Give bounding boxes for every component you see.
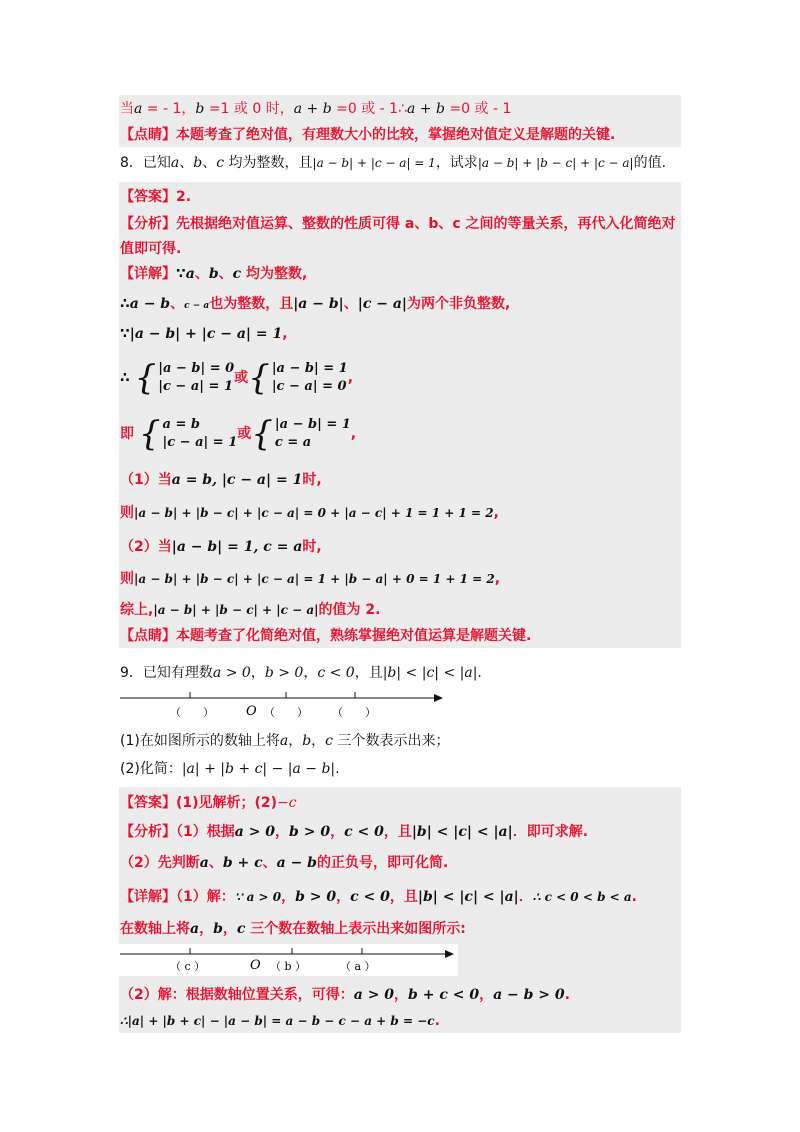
math: b > 0 <box>295 889 337 905</box>
q8-detail-10 <box>120 597 380 623</box>
text: 均为整数, <box>241 266 308 282</box>
math: a + b <box>293 101 332 117</box>
math: a + b <box>407 101 445 117</box>
q8-detail-2 <box>120 291 510 317</box>
math: c <box>236 921 246 937</box>
text: (2)化简： <box>120 761 182 777</box>
text: =0 或 - 1 <box>444 101 512 117</box>
text: （2）解：根据数轴位置关系，可得： <box>120 987 354 1003</box>
math: |a − b| + |b − c| + |c − a| <box>153 603 319 617</box>
brace: { <box>248 358 270 398</box>
text: （1）根据 <box>176 824 235 840</box>
math: |a − b| = 1 <box>271 361 348 376</box>
math-symbol: ∵ <box>120 326 130 342</box>
math: b <box>208 266 219 282</box>
text: ， <box>199 921 214 937</box>
origin-label: O <box>250 958 261 973</box>
text: = - 1， <box>142 101 196 117</box>
math: a <box>279 733 289 749</box>
note-tag: 【点睛】 <box>120 127 176 143</box>
text: ， <box>250 665 265 681</box>
text: . <box>631 889 637 905</box>
text: ， <box>479 987 494 1003</box>
answer-tag: 【答案】 <box>120 189 176 205</box>
math: c <box>216 155 225 171</box>
q8-analysis-2 <box>120 236 181 262</box>
q9-detail-2 <box>120 916 466 942</box>
q9-answer <box>120 790 297 816</box>
math: |a − b| + |b − c| + |c − a| = 1 + |b − a| + 0 = 1 + 1 = 2 <box>134 572 495 586</box>
text: 时, <box>302 472 322 488</box>
detail-tag: 【详解】 <box>120 889 176 905</box>
math: b > 0 <box>289 824 331 840</box>
q8-detail-4 <box>120 358 353 398</box>
system-lines <box>163 416 238 452</box>
math: b + c <box>222 855 263 871</box>
math: b <box>213 921 223 937</box>
math: b <box>195 101 205 117</box>
q8-answer <box>120 184 191 210</box>
point-label-c: （ c ） <box>170 960 206 973</box>
text: ．即可求解. <box>512 824 589 840</box>
text: ， <box>394 987 409 1003</box>
math: |a − b| = 1, c = a <box>171 539 303 555</box>
math: a <box>170 155 180 171</box>
math: −c <box>277 795 297 811</box>
text: （1）解： <box>176 889 235 905</box>
q9-analysis-1 <box>120 819 588 845</box>
q8-analysis-1 <box>120 211 676 237</box>
text: 也为整数，且 <box>209 296 294 312</box>
q8-detail-3 <box>120 321 288 347</box>
math: c <box>232 266 242 282</box>
text: ， <box>288 733 303 749</box>
text: ， <box>303 665 318 681</box>
math: |c − a| = 1 <box>162 435 238 450</box>
math: a <box>190 921 200 937</box>
text: 综上, <box>120 602 154 618</box>
point-label-a: （ a ） <box>340 960 376 973</box>
slot-label: （ ） <box>332 706 376 719</box>
arrow-icon <box>434 694 443 702</box>
math: |a − b| <box>293 296 344 312</box>
text: . <box>477 665 482 681</box>
slot-label: （ ） <box>264 706 308 719</box>
text: 则 <box>120 505 134 521</box>
math: |a| + |b + c| − |a − b| <box>181 761 336 777</box>
text: 的值为 2. <box>318 602 381 618</box>
text: 的值. <box>633 155 667 171</box>
math: a = b, |c − a| = 1 <box>171 472 303 488</box>
math: |b| < |c| < |a| <box>411 824 513 840</box>
text: . <box>564 987 570 1003</box>
math: a − b > 0 <box>493 987 565 1003</box>
point-label-b: （ b ） <box>270 960 307 973</box>
text: ． <box>518 889 533 905</box>
text: 、 <box>218 266 233 282</box>
text: ， <box>281 889 296 905</box>
math: a > 0 <box>353 987 395 1003</box>
text: 、 <box>208 855 223 871</box>
q9-analysis-2 <box>120 850 448 876</box>
q8-stem <box>120 150 666 176</box>
text: ，试求 <box>435 155 478 171</box>
text: 、 <box>179 155 194 171</box>
origin-label: O <box>246 704 257 719</box>
math: c < 0 <box>344 824 384 840</box>
answer-text: 2. <box>176 189 192 205</box>
q9-sub2 <box>120 756 340 782</box>
math: |a − b| + |b − c| + |c − a| = 0 + |a − c| + 1 = 1 + 1 = 2 <box>134 506 494 520</box>
math: b + c < 0 <box>408 987 480 1003</box>
q8-detail-1 <box>120 261 307 287</box>
math: b <box>302 733 312 749</box>
text: =1 或 0 时， <box>204 101 294 117</box>
math: ∵ a > 0 <box>234 890 282 904</box>
text: , <box>493 505 499 521</box>
top-note <box>120 122 615 148</box>
text: ， <box>311 733 326 749</box>
analysis-text: 值即可得. <box>120 241 182 257</box>
text: 的正负号，即可化简. <box>316 855 449 871</box>
text: 、 <box>343 296 358 312</box>
math: a <box>199 855 209 871</box>
text: ，且 <box>383 824 412 840</box>
math: c − a <box>184 301 210 311</box>
q8-detail-6 <box>120 467 322 493</box>
note-tag: 【点睛】 <box>120 628 176 644</box>
text: , <box>494 571 501 587</box>
math: |b| < |c| < |a| <box>382 665 478 681</box>
text: , <box>347 370 354 386</box>
system-lines <box>158 360 234 396</box>
equation-system <box>139 416 237 452</box>
math: b <box>193 155 203 171</box>
math: |b| < |c| < |a| <box>417 889 519 905</box>
answer-tag: 【答案】 <box>120 795 176 811</box>
text: 9．已知有理数 <box>120 665 213 681</box>
math: |c − a| = 0 <box>271 379 347 394</box>
text: ， <box>275 824 290 840</box>
analysis-text: 先根据绝对值运算、整数的性质可得 a、b、c 之间的等量关系，再代入化简绝对 <box>176 216 676 232</box>
text: 时, <box>302 539 322 555</box>
slot-label: （ ） <box>170 706 214 719</box>
math: |a − b| + |c − a| = 1 <box>129 326 283 342</box>
math: b > 0 <box>264 665 304 681</box>
q8-detail-8 <box>120 534 322 560</box>
text: ，且 <box>389 889 418 905</box>
text: =0 或 - 1∴ <box>331 101 407 117</box>
text: 或 <box>234 370 249 386</box>
text: 三个数表示出来； <box>333 733 450 749</box>
q9-stem <box>120 660 482 686</box>
text: ， <box>336 889 351 905</box>
math: ∴|a| + |b + c| − |a − b| = a − b − c − a + b = −c <box>120 1014 435 1028</box>
brace: { <box>134 358 157 398</box>
math: a > 0 <box>212 665 251 681</box>
text: 均为整数，且 <box>224 155 313 171</box>
math: |a − b| + |b − c| + |c − a| <box>477 156 634 170</box>
math-symbol: ∴ <box>120 296 130 312</box>
text: . <box>335 761 340 777</box>
math: c < 0 <box>317 665 355 681</box>
analysis-tag: 【分析】 <box>120 824 176 840</box>
equation-system <box>248 360 348 396</box>
number-line-solution <box>118 944 458 976</box>
text: 或 <box>237 426 252 442</box>
equation-system <box>251 416 351 452</box>
math: c <box>325 733 334 749</box>
math: |a − b| = 1 <box>274 417 351 432</box>
text: 即 <box>120 426 134 442</box>
detail-tag: 【详解】 <box>120 266 176 282</box>
math: a > 0 <box>234 824 276 840</box>
number-line-question <box>118 688 448 722</box>
text: （2）先判断 <box>120 855 200 871</box>
math: |a − b| = 0 <box>158 361 235 376</box>
note-text: 本题考查了绝对值，有理数大小的比较，掌握绝对值定义是解题的关键. <box>176 127 616 143</box>
q9-detail-3 <box>120 982 570 1008</box>
brace: { <box>251 414 273 454</box>
text: (1)在如图所示的数轴上将 <box>120 733 280 749</box>
math: ∴ c < 0 < b < a <box>532 890 632 904</box>
math: c < 0 <box>350 889 390 905</box>
system-lines <box>275 416 351 452</box>
math: a − b <box>129 296 171 312</box>
text: , <box>350 426 357 442</box>
text: 为两个非负整数, <box>407 296 511 312</box>
math-symbol: ∵ <box>176 266 186 282</box>
text: 8．已知 <box>120 155 171 171</box>
answer-text: (1)见解析；(2) <box>176 795 278 811</box>
text: 、 <box>170 296 185 312</box>
top-line-1 <box>120 96 511 122</box>
q8-detail-5 <box>120 414 356 454</box>
text: , <box>282 326 288 342</box>
text: （2）当 <box>120 539 172 555</box>
math: |c − a| = 1 <box>158 379 233 394</box>
brace: { <box>138 414 161 454</box>
analysis-tag: 【分析】 <box>120 216 176 232</box>
equation-system <box>135 360 235 396</box>
text: ， <box>222 921 237 937</box>
math: |c − a| <box>357 296 408 312</box>
text: ，且 <box>354 665 383 681</box>
q9-detail-4 <box>120 1008 440 1034</box>
q9-sub1 <box>120 728 449 754</box>
note-text: 本题考查了化简绝对值，熟练掌握绝对值运算是解题关键. <box>176 628 532 644</box>
math: a <box>134 101 143 117</box>
q8-detail-9 <box>120 566 500 592</box>
q9-detail-1 <box>120 884 637 910</box>
text: 、 <box>262 855 277 871</box>
math: |a − b| + |c − a| = 1 <box>312 156 436 170</box>
text: ， <box>330 824 345 840</box>
text: 、 <box>202 155 217 171</box>
text: 当 <box>120 101 134 117</box>
math: a = b <box>162 417 200 432</box>
math: a <box>185 266 195 282</box>
math-symbol: ∴ <box>120 370 130 386</box>
text: 则 <box>120 571 134 587</box>
system-lines <box>272 360 348 396</box>
text: 、 <box>194 266 209 282</box>
q8-note <box>120 623 531 649</box>
text: （1）当 <box>120 472 172 488</box>
text: 在数轴上将 <box>120 921 190 937</box>
q8-detail-7 <box>120 500 499 526</box>
text: . <box>434 1013 440 1029</box>
text: 三个数在数轴上表示出来如图所示: <box>245 921 466 937</box>
math: c = a <box>274 435 312 450</box>
math: a − b <box>276 855 317 871</box>
